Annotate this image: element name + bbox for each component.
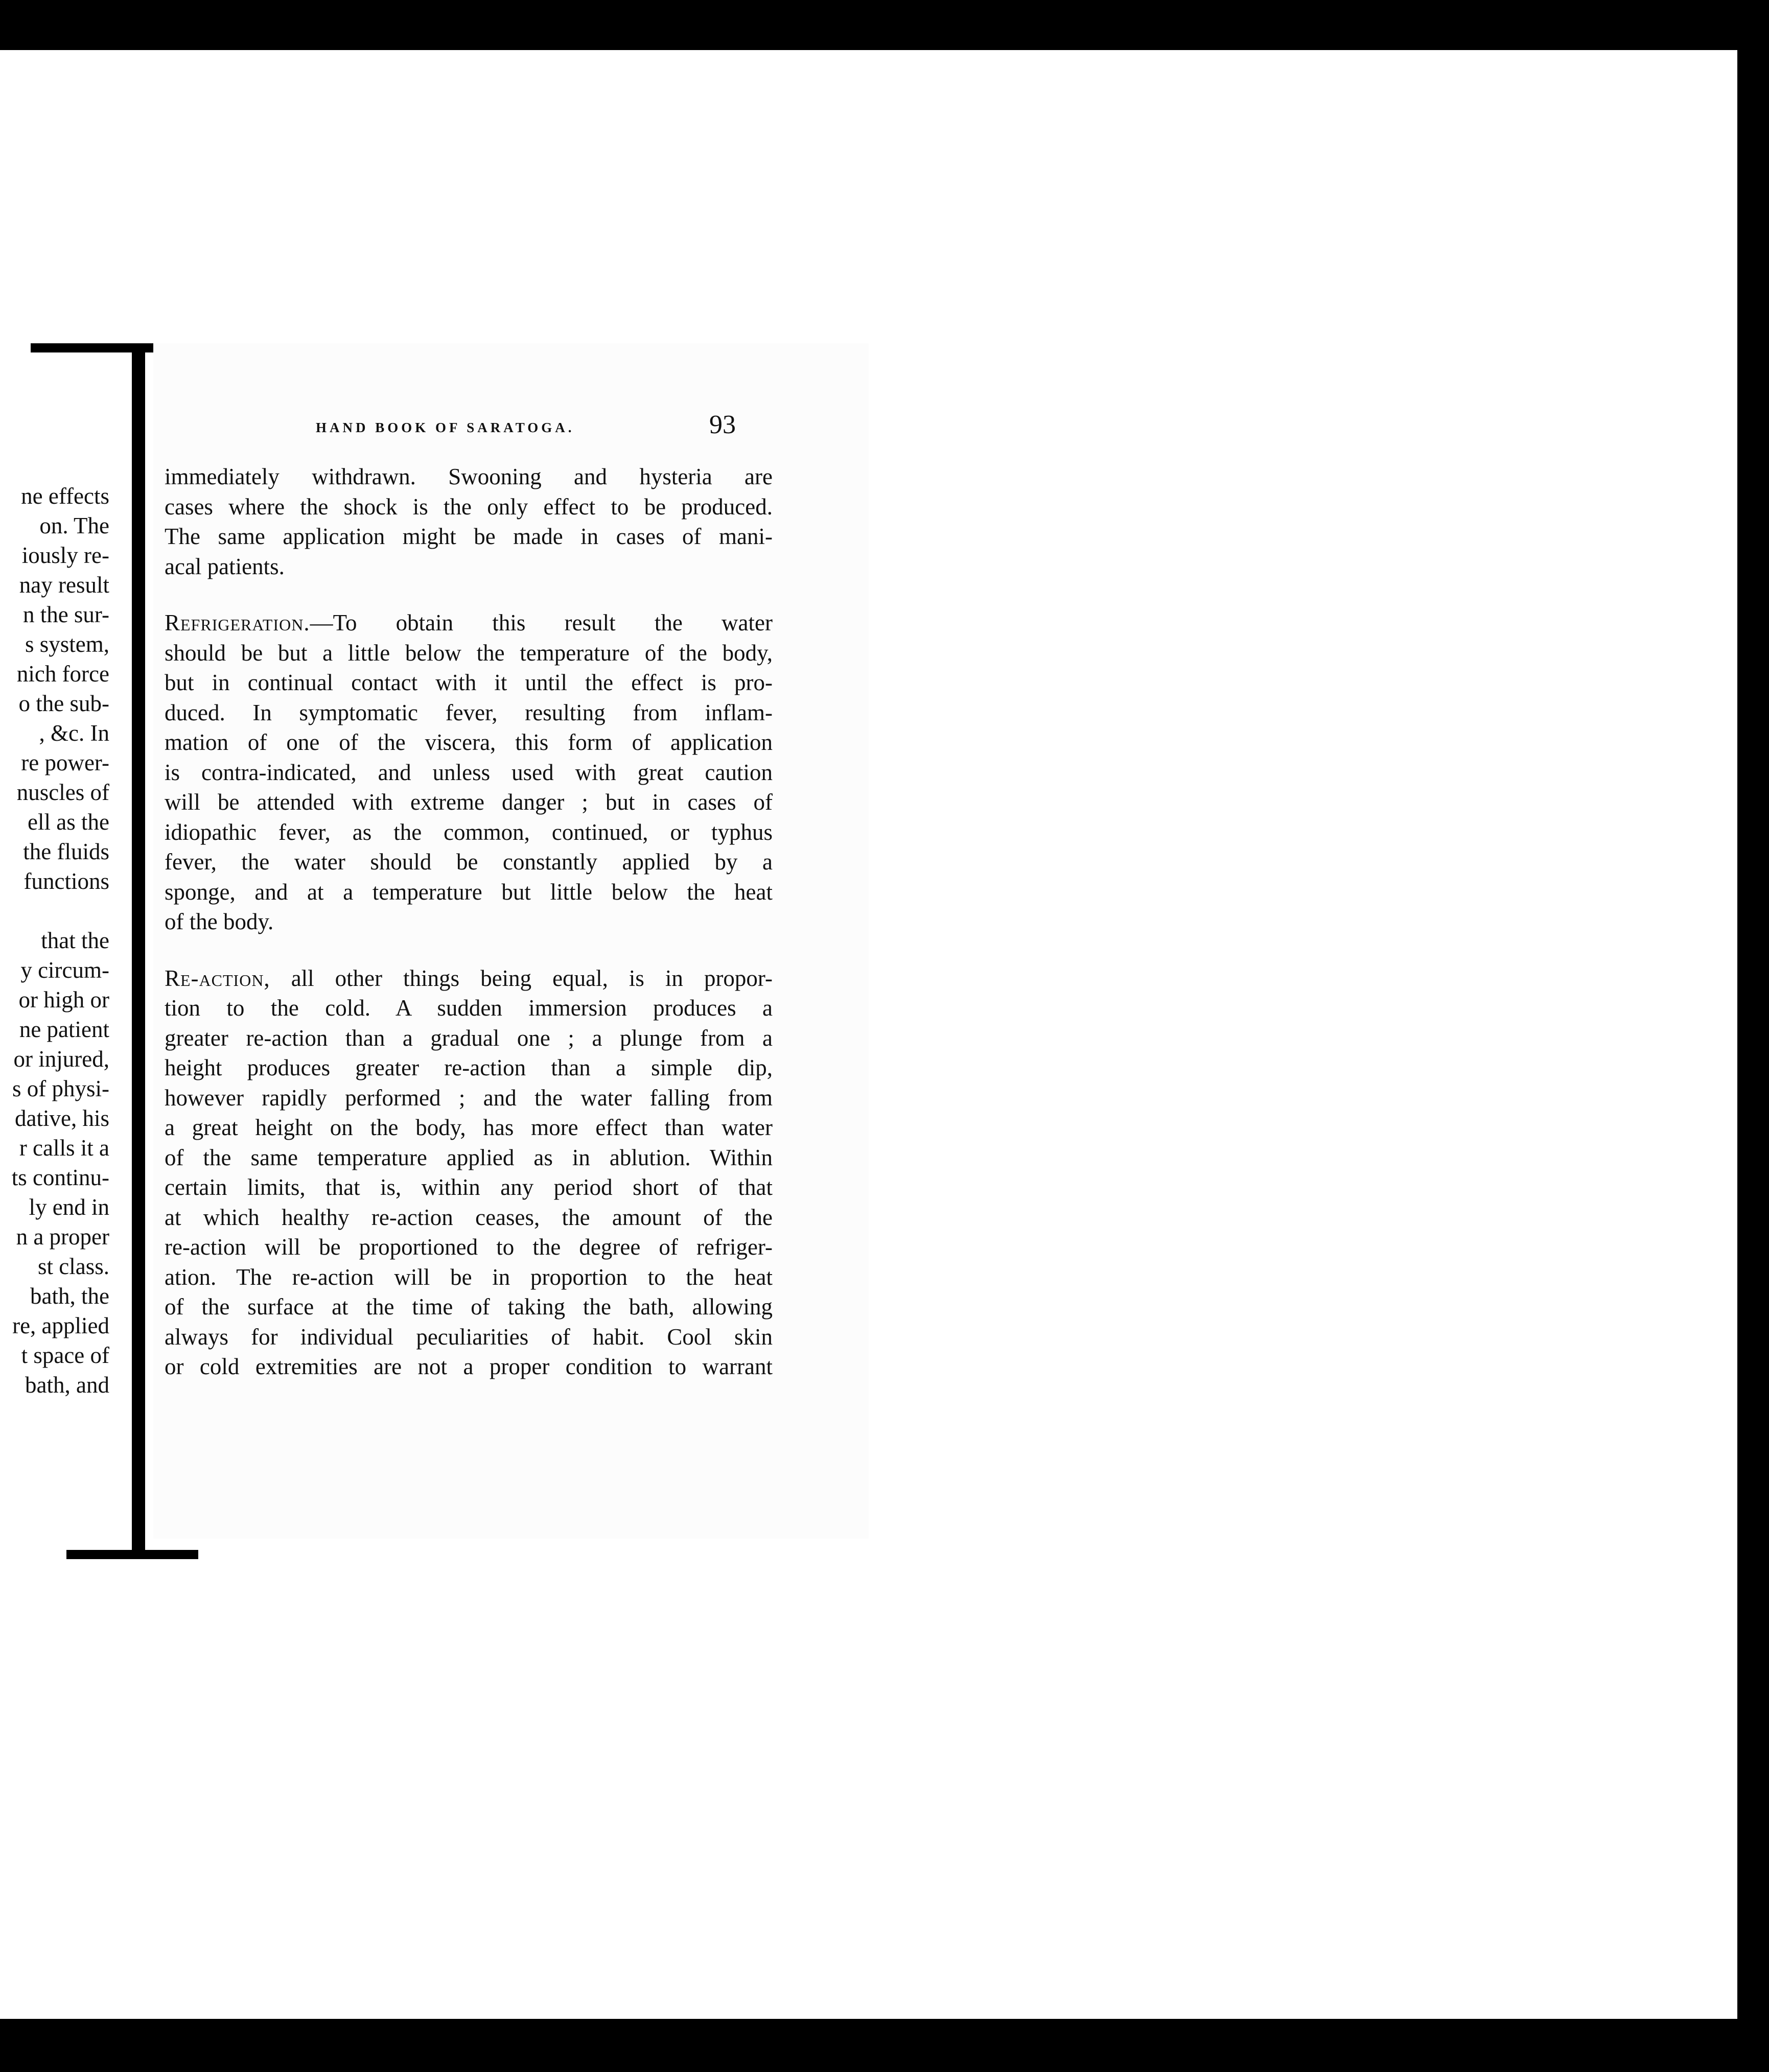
text-line: but in continual contact with it until the effect is pro- [165,670,773,695]
text-line: cases where the shock is the only effect to be produced. [165,493,773,520]
left-line: bath, the [30,1283,109,1309]
left-line: n a proper [16,1224,109,1250]
left-line: on. The [39,513,109,538]
text-line: will be attended with extreme danger ; but in cases of [165,789,773,815]
left-line: s of physi- [12,1076,109,1101]
body-text [165,462,773,1382]
left-line: s system, [25,631,109,657]
scan-border-right [1737,0,1769,2072]
left-line: that the [41,928,109,953]
text-line: idiopathic fever, as the common, continued, or typhus [165,819,773,845]
text-line: re-action will be proportioned to the degree of refriger- [165,1234,773,1260]
gutter-rule [132,343,145,1559]
left-line: the fluids [23,839,109,864]
text-line: greater re-action than a gradual one ; a plunge from a [165,1025,773,1051]
text-line: mation of one of the viscera, this form of application [165,729,773,755]
text-line: should be but a little below the temperature of the body, [165,640,773,666]
scan-border-top [0,0,1769,50]
text-line: fever, the water should be constantly applied by a [165,849,773,875]
left-line: nay result [19,572,109,598]
text-line: acal patients. [165,553,285,579]
text-line: ation. The re-action will be in proportion to the heat [165,1264,773,1290]
text-line: of the same temperature applied as in ablution. Within [165,1144,773,1170]
paragraph-lead: Refrigeration. [165,610,310,635]
left-line: ne effects [21,483,109,509]
text-line: duced. In symptomatic fever, resulting from inflam- [165,699,773,725]
left-line: or high or [18,987,109,1013]
left-line: re power- [21,750,109,775]
left-line: ts continu- [11,1165,109,1190]
text-line: is contra-indicated, and unless used with great caution [165,759,773,785]
bottom-edge-rule [66,1550,198,1559]
left-line: ne patient [19,1017,109,1042]
text-line: however rapidly performed ; and the water falling from [165,1085,773,1111]
left-line: nich force [16,661,109,687]
left-line: bath, and [25,1372,109,1398]
text-line: height produces greater re-action than a simple dip, [165,1055,773,1080]
right-page [153,343,869,1539]
text-line: certain limits, that is, within any period short of that [165,1174,773,1200]
page-number: 93 [709,410,736,439]
left-line: ly end in [29,1194,109,1220]
left-line: o the sub- [18,691,109,716]
text-line: a great height on the body, has more effect than water [165,1115,773,1140]
running-head: HAND BOOK OF SARATOGA. [316,420,575,435]
text-line: of the surface at the time of taking the bath, allowing [165,1294,773,1320]
left-line: n the sur- [22,602,109,627]
left-line: iously re- [21,543,109,568]
left-line: y circum- [20,957,109,983]
left-line: dative, his [15,1105,109,1131]
text-line: at which healthy re-action ceases, the amount of the [165,1204,773,1230]
text-line: or cold extremities are not a proper condition to warrant [165,1354,773,1379]
text-line: sponge, and at a temperature but little below the heat [165,879,773,905]
paragraph-lead: Re-action, [165,965,270,991]
text-line: tion to the cold. A sudden immersion produces a [165,995,773,1021]
left-line: or injured, [13,1046,109,1072]
left-line: nuscles of [16,780,109,805]
text-line: Refrigeration.—To obtain this result the water [165,610,773,635]
left-line: t space of [21,1343,109,1368]
left-line: functions [24,868,109,894]
text-line: always for individual peculiarities of habit. Cool skin [165,1324,773,1350]
text-line: of the body. [165,909,274,934]
left-line: r calls it a [19,1135,109,1161]
left-line: st class. [38,1254,109,1279]
left-line: , &c. In [39,720,109,746]
text-line: The same application might be made in cases of mani- [165,524,773,549]
left-page-fragment [0,343,128,1569]
scan-border-bottom [0,2019,1769,2072]
left-line: re, applied [12,1313,109,1338]
text-line: Re-action, all other things being equal, is in propor- [165,965,773,991]
left-line: ell as the [28,809,109,835]
text-line: immediately withdrawn. Swooning and hysteria are [165,464,773,489]
